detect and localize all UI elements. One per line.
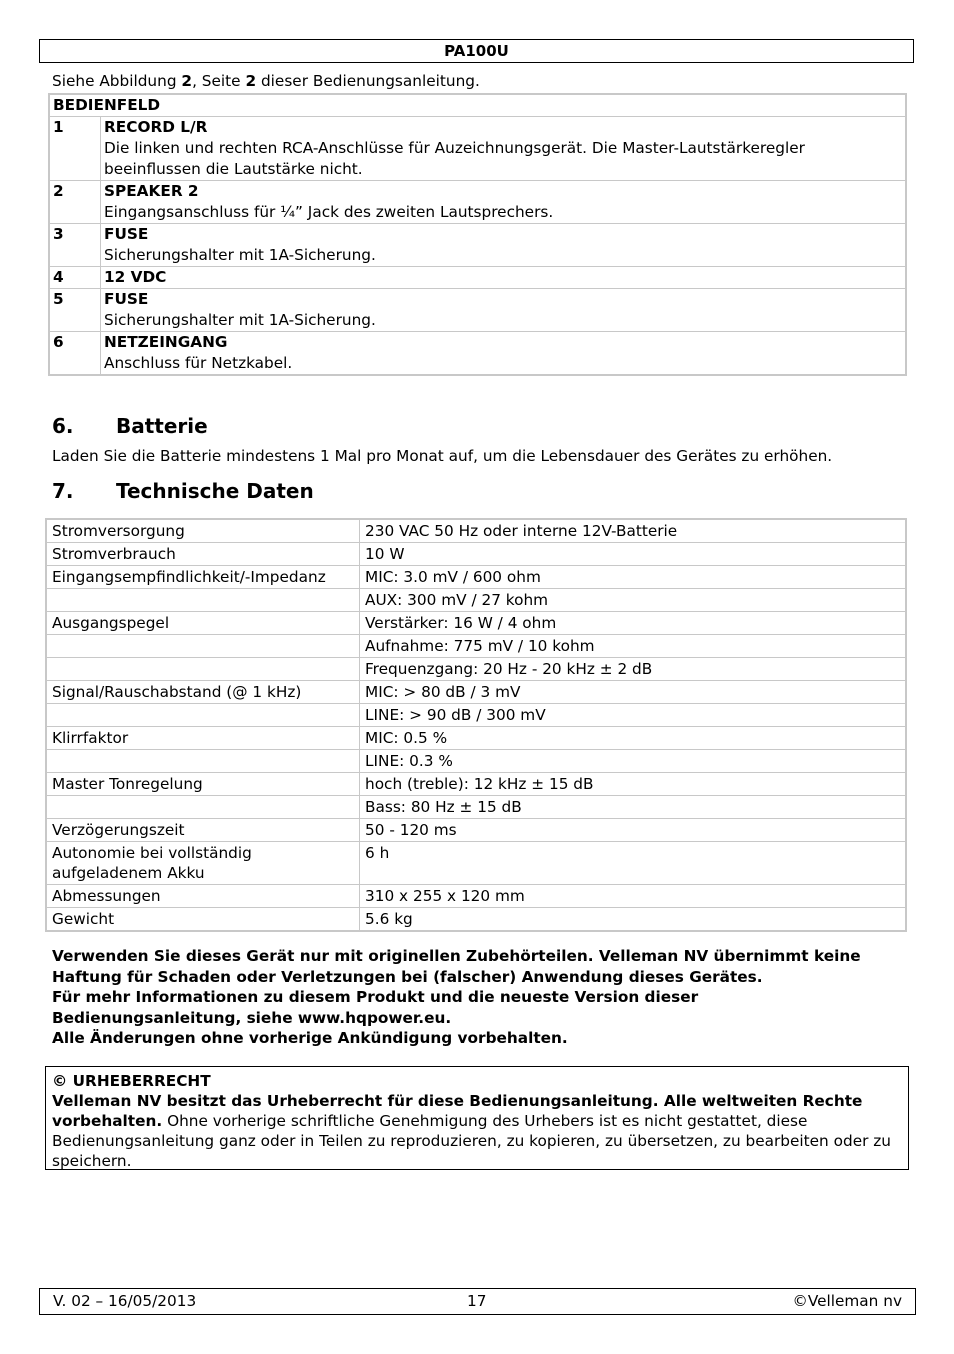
footer-brand: ©Velleman nv bbox=[792, 1292, 902, 1310]
footer-page-number: 17 bbox=[467, 1292, 487, 1310]
copyright-box bbox=[45, 1066, 909, 1170]
spec-value: 6 h bbox=[360, 842, 907, 885]
spec-label: Ausgangspegel bbox=[46, 612, 360, 635]
battery-text: Laden Sie die Batterie mindestens 1 Mal pro Monat auf, um die Lebensdauer des Gerätes zu erhöhen. bbox=[52, 447, 833, 465]
item-description: Eingangsanschluss für ¼” Jack des zweiten Lautsprechers. bbox=[104, 203, 554, 221]
item-number: 3 bbox=[49, 224, 101, 267]
item-title: FUSE bbox=[104, 290, 149, 308]
item-cell bbox=[101, 117, 907, 181]
item-title: 12 VDC bbox=[104, 268, 167, 286]
table-row bbox=[49, 289, 906, 332]
spec-value: Bass: 80 Hz ± 15 dB bbox=[360, 796, 907, 819]
item-description: Sicherungshalter mit 1A-Sicherung. bbox=[104, 311, 376, 329]
item-cell bbox=[101, 267, 907, 289]
notice-line: Haftung für Schaden oder Verletzungen bei (falscher) Anwendung dieses Gerätes. bbox=[52, 967, 763, 986]
table-header-row bbox=[49, 94, 906, 117]
spec-label: Stromverbrauch bbox=[46, 543, 360, 566]
item-cell bbox=[101, 224, 907, 267]
item-description: Sicherungshalter mit 1A-Sicherung. bbox=[104, 246, 376, 264]
page-footer bbox=[39, 1288, 916, 1315]
spec-label bbox=[46, 589, 360, 612]
item-number: 6 bbox=[49, 332, 101, 376]
notice-line: Bedienungsanleitung, siehe www.hqpower.eu. bbox=[52, 1008, 452, 1027]
spec-label: Gewicht bbox=[46, 908, 360, 932]
table-row bbox=[46, 612, 906, 635]
spec-label bbox=[46, 750, 360, 773]
spec-value: LINE: > 90 dB / 300 mV bbox=[360, 704, 907, 727]
table-row bbox=[46, 819, 906, 842]
spec-label: Klirrfaktor bbox=[46, 727, 360, 750]
spec-label bbox=[46, 796, 360, 819]
specs-table bbox=[45, 518, 907, 932]
table-row bbox=[46, 796, 906, 819]
item-number: 4 bbox=[49, 267, 101, 289]
spec-label: Eingangsempfindlichkeit/-Impedanz bbox=[46, 566, 360, 589]
item-description: Die linken und rechten RCA-Anschlüsse für Auzeichnungsgerät. Die Master-Lautstärkeregler beeinflussen die Lautstärke nicht. bbox=[104, 139, 805, 178]
spec-value: 230 VAC 50 Hz oder interne 12V-Batterie bbox=[360, 519, 907, 543]
table-row bbox=[49, 332, 906, 376]
table-row bbox=[46, 842, 906, 885]
table-row bbox=[46, 566, 906, 589]
spec-value: 310 x 255 x 120 mm bbox=[360, 885, 907, 908]
spec-value: AUX: 300 mV / 27 kohm bbox=[360, 589, 907, 612]
table-row bbox=[49, 181, 906, 224]
spec-value: 5.6 kg bbox=[360, 908, 907, 932]
document-header: PA100U bbox=[39, 39, 914, 63]
section-heading-specs: 7. Technische Daten bbox=[52, 479, 314, 503]
section-heading-battery: 6. Batterie bbox=[52, 414, 208, 438]
item-title: RECORD L/R bbox=[104, 118, 208, 136]
table-row bbox=[49, 267, 906, 289]
item-number: 1 bbox=[49, 117, 101, 181]
notice-line: Verwenden Sie dieses Gerät nur mit originellen Zubehörteilen. Velleman NV übernimmt keine bbox=[52, 947, 861, 965]
item-cell bbox=[101, 181, 907, 224]
spec-label: Autonomie bei vollständig aufgeladenem Akku bbox=[46, 842, 360, 885]
notice-line: Alle Änderungen ohne vorherige Ankündigung vorbehalten. bbox=[52, 1029, 568, 1047]
spec-value: MIC: 0.5 % bbox=[360, 727, 907, 750]
spec-value: MIC: 3.0 mV / 600 ohm bbox=[360, 566, 907, 589]
spec-label bbox=[46, 658, 360, 681]
table-row bbox=[46, 543, 906, 566]
spec-value: hoch (treble): 12 kHz ± 15 dB bbox=[360, 773, 907, 796]
spec-label: Verzögerungszeit bbox=[46, 819, 360, 842]
spec-label bbox=[46, 635, 360, 658]
usage-notice bbox=[52, 946, 912, 1049]
spec-value: Verstärker: 16 W / 4 ohm bbox=[360, 612, 907, 635]
table-row bbox=[46, 885, 906, 908]
copyright-body: Velleman NV besitzt das Urheberrecht für diese Bedienungsanleitung. Alle weltweiten Rechte vorbehalten. Ohne vorherige schriftliche Genehmigung des Urhebers ist es nicht gestattet, diese Bedienungsanleitung ganz oder in Teilen zu reproduzieren, zu kopieren, zu übersetzen, zu bearbeiten oder zu speichern. bbox=[52, 1092, 891, 1170]
spec-value: 50 - 120 ms bbox=[360, 819, 907, 842]
table-row bbox=[46, 727, 906, 750]
item-cell bbox=[101, 289, 907, 332]
item-title: SPEAKER 2 bbox=[104, 182, 199, 200]
table-row bbox=[46, 704, 906, 727]
item-title: NETZEINGANG bbox=[104, 333, 228, 351]
table-row bbox=[46, 908, 906, 932]
table-row bbox=[46, 635, 906, 658]
spec-label: Abmessungen bbox=[46, 885, 360, 908]
spec-value: Frequenzgang: 20 Hz - 20 kHz ± 2 dB bbox=[360, 658, 907, 681]
table-row bbox=[46, 589, 906, 612]
spec-label: Master Tonregelung bbox=[46, 773, 360, 796]
table-row bbox=[46, 681, 906, 704]
notice-line: Für mehr Informationen zu diesem Produkt und die neueste Version dieser bbox=[52, 988, 699, 1006]
spec-value: LINE: 0.3 % bbox=[360, 750, 907, 773]
table-row bbox=[46, 773, 906, 796]
panel-heading: BEDIENFELD bbox=[49, 94, 906, 117]
item-number: 5 bbox=[49, 289, 101, 332]
intro-text: Siehe Abbildung 2, Seite 2 dieser Bedienungsanleitung. bbox=[52, 72, 480, 90]
spec-label: Signal/Rauschabstand (@ 1 kHz) bbox=[46, 681, 360, 704]
spec-label: Stromversorgung bbox=[46, 519, 360, 543]
spec-value: Aufnahme: 775 mV / 10 kohm bbox=[360, 635, 907, 658]
table-row bbox=[46, 750, 906, 773]
table-row bbox=[49, 117, 906, 181]
item-number: 2 bbox=[49, 181, 101, 224]
table-row bbox=[46, 519, 906, 543]
table-row bbox=[46, 658, 906, 681]
spec-value: 10 W bbox=[360, 543, 907, 566]
spec-value: MIC: > 80 dB / 3 mV bbox=[360, 681, 907, 704]
spec-label bbox=[46, 704, 360, 727]
table-row bbox=[49, 224, 906, 267]
item-cell bbox=[101, 332, 907, 376]
control-panel-table bbox=[48, 93, 907, 376]
footer-version: V. 02 – 16/05/2013 bbox=[53, 1292, 197, 1310]
item-title: FUSE bbox=[104, 225, 149, 243]
item-description: Anschluss für Netzkabel. bbox=[104, 354, 293, 372]
copyright-heading: © URHEBERRECHT bbox=[52, 1072, 211, 1090]
